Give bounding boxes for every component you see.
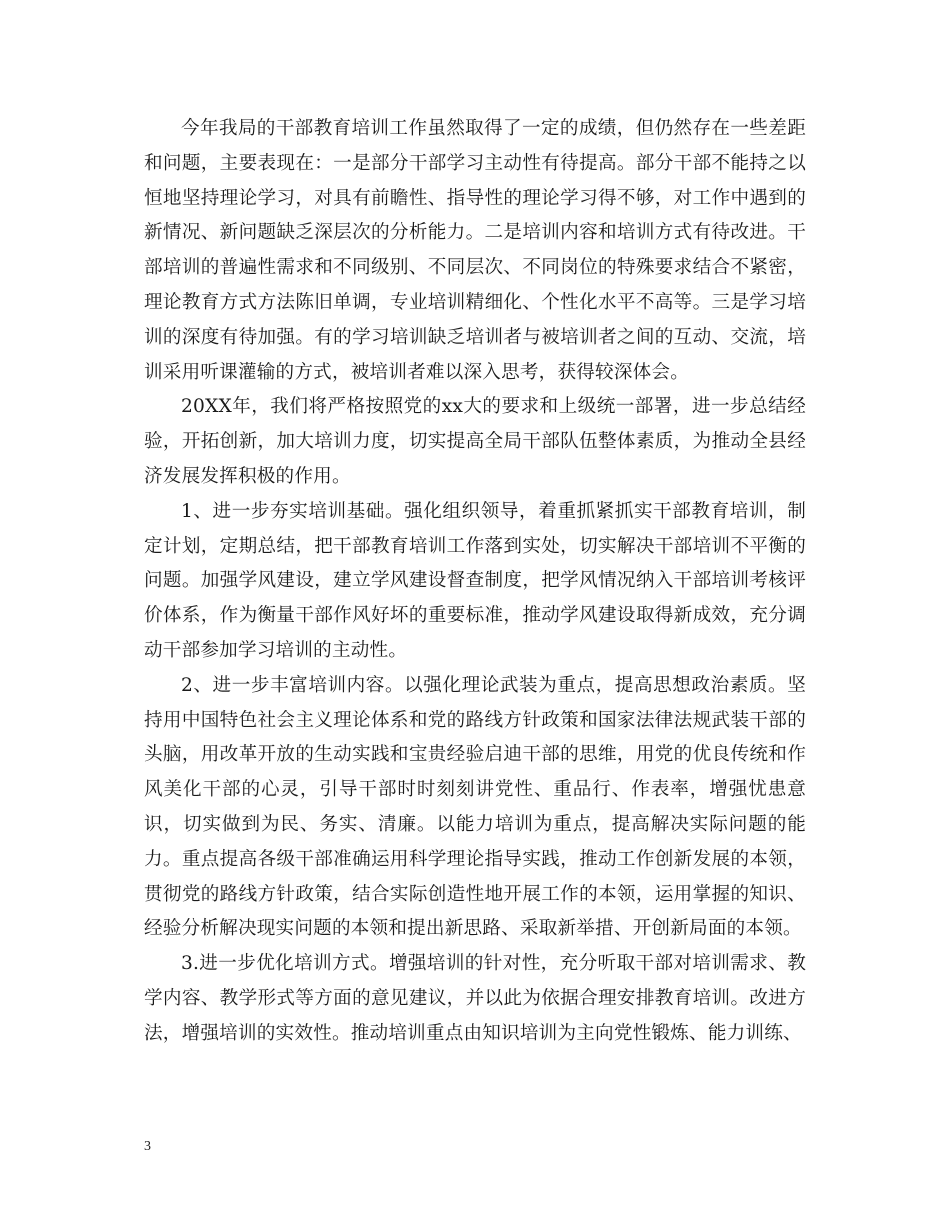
paragraph-problems: 今年我局的干部教育培训工作虽然取得了一定的成绩，但仍然存在一些差距和问题，主要表现在：一是部分干部学习主动性有待提高。部分干部不能持之以恒地坚持理论学习，对具有前瞻性、指导性的理论学习得不够，对工作中遇到的新情况、新问题缺乏深层次的分析能力。二是培训内容和培训方式有待改进。干部培训的普遍性需求和不同级别、不同层次、不同岗位的特殊要求结合不紧密，理论教育方式方法陈旧单调，专业培训精细化、个性化水平不高等。三是学习培训的深度有待加强。有的学习培训缺乏培训者与被培训者之间的互动、交流，培训采用听课灌输的方式，被培训者难以深入思考，获得较深体会。	[144, 118, 806, 383]
page-number: 3	[144, 1139, 151, 1154]
paragraph-item-3: 3.进一步优化培训方式。增强培训的针对性，充分听取干部对培训需求、教学内容、教学形式等方面的意见建议，并以此为依据合理安排教育培训。改进方法，增强培训的实效性。推动培训重点由知识培训为主向党性锻炼、能力训练、	[144, 953, 806, 1044]
paragraph-item-1: 1、进一步夯实培训基础。强化组织领导，着重抓紧抓实干部教育培训，制定计划，定期总结，把干部教育培训工作落到实处，切实解决干部培训不平衡的问题。加强学风建设，建立学风建设督查制度，把学风情况纳入干部培训考核评价体系，作为衡量干部作风好坏的重要标准，推动学风建设取得新成效，充分调动干部参加学习培训的主动性。	[144, 500, 806, 661]
document-body	[144, 112, 806, 1052]
paragraph-item-2: 2、进一步丰富培训内容。以强化理论武装为重点，提高思想政治素质。坚持用中国特色社会主义理论体系和党的路线方针政策和国家法律法规武装干部的头脑，用改革开放的生动实践和宝贵经验启迪干部的思维，用党的优良传统和作风美化干部的心灵，引导干部时时刻刻讲党性、重品行、作表率，增强忧患意识，切实做到为民、务实、清廉。以能力培训为重点，提高解决实际问题的能力。重点提高各级干部准确运用科学理论指导实践，推动工作创新发展的本领，贯彻党的路线方针政策，结合实际创造性地开展工作的本领，运用掌握的知识、经验分析解决现实问题的本领和提出新思路、采取新举措、开创新局面的本领。	[144, 674, 806, 940]
paragraph-plan-intro: 20XX年，我们将严格按照党的xx大的要求和上级统一部署，进一步总结经验，开拓创新，加大培训力度，切实提高全局干部队伍整体素质，为推动全县经济发展发挥积极的作用。	[144, 396, 806, 487]
